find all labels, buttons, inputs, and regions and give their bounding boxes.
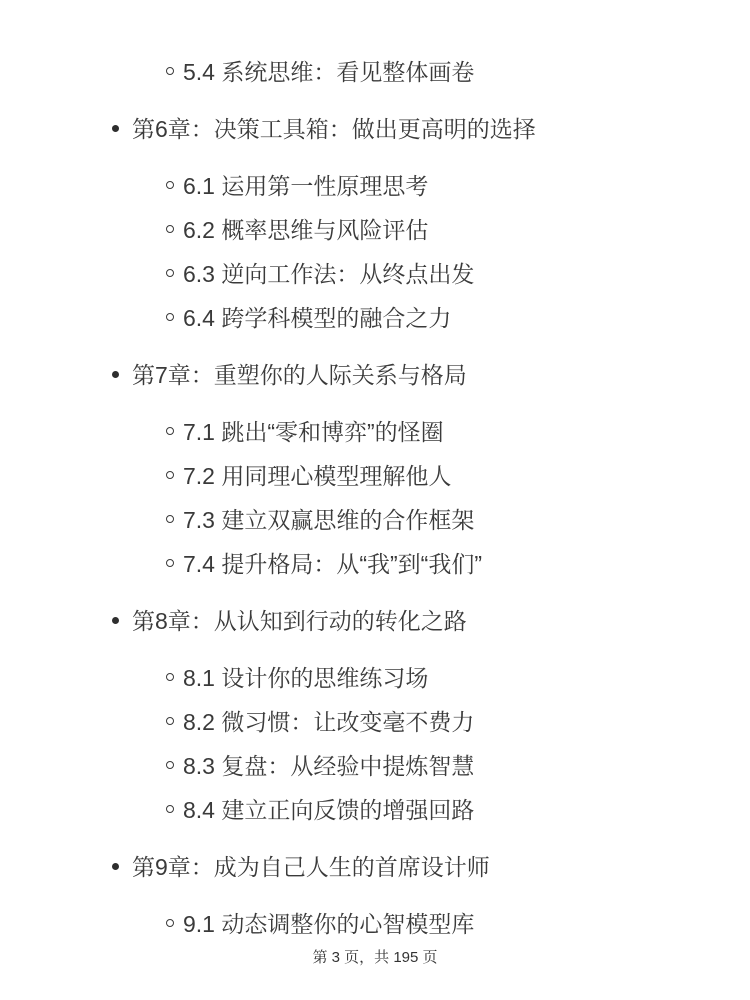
toc-item-label: 6.4 跨学科模型的融合之力 bbox=[183, 305, 452, 331]
toc-item-section-8-4 bbox=[0, 793, 750, 827]
disc-bullet-icon bbox=[112, 125, 119, 132]
toc-item-label: 8.1 设计你的思维练习场 bbox=[183, 665, 429, 691]
circle-bullet-icon bbox=[166, 427, 174, 435]
toc-item-section-6-4 bbox=[0, 301, 750, 335]
circle-bullet-icon bbox=[166, 269, 174, 277]
circle-bullet-icon bbox=[166, 559, 174, 567]
toc-item-section-7-2 bbox=[0, 459, 750, 493]
toc-item-section-6-1 bbox=[0, 169, 750, 203]
circle-bullet-icon bbox=[166, 181, 174, 189]
toc-item-label: 第9章：成为自己人生的首席设计师 bbox=[132, 854, 490, 880]
toc-item-label: 7.2 用同理心模型理解他人 bbox=[183, 463, 452, 489]
toc-item-label: 6.3 逆向工作法：从终点出发 bbox=[183, 261, 475, 287]
toc-item-label: 6.1 运用第一性原理思考 bbox=[183, 173, 429, 199]
toc-item-label: 9.1 动态调整你的心智模型库 bbox=[183, 911, 475, 937]
disc-bullet-icon bbox=[112, 863, 119, 870]
circle-bullet-icon bbox=[166, 515, 174, 523]
circle-bullet-icon bbox=[166, 717, 174, 725]
toc-item-chapter-6 bbox=[0, 112, 750, 146]
toc-item-label: 7.3 建立双赢思维的合作框架 bbox=[183, 507, 475, 533]
toc-item-section-8-3 bbox=[0, 749, 750, 783]
toc-item-label: 7.1 跳出“零和博弈”的怪圈 bbox=[183, 419, 444, 445]
disc-bullet-icon bbox=[112, 617, 119, 624]
toc-item-label: 第6章：决策工具箱：做出更高明的选择 bbox=[132, 116, 536, 142]
toc-item-section-7-3 bbox=[0, 503, 750, 537]
circle-bullet-icon bbox=[166, 919, 174, 927]
circle-bullet-icon bbox=[166, 67, 174, 75]
toc-item-section-6-3 bbox=[0, 257, 750, 291]
circle-bullet-icon bbox=[166, 225, 174, 233]
toc-item-label: 第8章：从认知到行动的转化之路 bbox=[132, 608, 467, 634]
toc-item-section-9-1 bbox=[0, 907, 750, 941]
circle-bullet-icon bbox=[166, 673, 174, 681]
toc-item-label: 8.3 复盘：从经验中提炼智慧 bbox=[183, 753, 475, 779]
toc-item-label: 第7章：重塑你的人际关系与格局 bbox=[132, 362, 467, 388]
toc-item-section-7-1 bbox=[0, 415, 750, 449]
circle-bullet-icon bbox=[166, 761, 174, 769]
toc-item-chapter-8 bbox=[0, 604, 750, 638]
toc-item-label: 8.4 建立正向反馈的增强回路 bbox=[183, 797, 475, 823]
page-indicator: 第 3 页，共 195 页 bbox=[312, 949, 438, 966]
toc-item-label: 7.4 提升格局：从“我”到“我们” bbox=[183, 551, 482, 577]
toc-item-section-8-1 bbox=[0, 661, 750, 695]
toc-item-label: 6.2 概率思维与风险评估 bbox=[183, 217, 429, 243]
toc-item-chapter-9 bbox=[0, 850, 750, 884]
toc-item-section-5-4 bbox=[0, 55, 750, 89]
page-footer bbox=[0, 948, 750, 968]
toc-item-section-8-2 bbox=[0, 705, 750, 739]
circle-bullet-icon bbox=[166, 313, 174, 321]
circle-bullet-icon bbox=[166, 805, 174, 813]
circle-bullet-icon bbox=[166, 471, 174, 479]
toc-item-label: 5.4 系统思维：看见整体画卷 bbox=[183, 59, 475, 85]
toc-item-label: 8.2 微习惯：让改变毫不费力 bbox=[183, 709, 475, 735]
toc-item-section-7-4 bbox=[0, 547, 750, 581]
disc-bullet-icon bbox=[112, 371, 119, 378]
toc-item-chapter-7 bbox=[0, 358, 750, 392]
toc-item-section-6-2 bbox=[0, 213, 750, 247]
